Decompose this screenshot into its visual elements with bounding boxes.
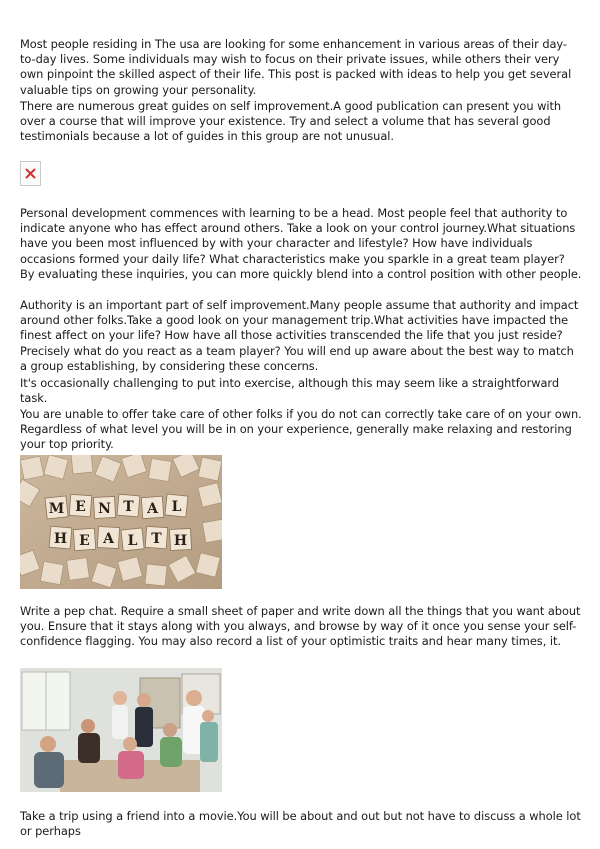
broken-image-placeholder <box>20 161 41 186</box>
paragraph-movie: Take a trip using a friend into a movie.You will be about and out but not have to discuss a whole lot or perhaps <box>20 809 581 839</box>
clinic-group-photo <box>20 668 222 792</box>
tile-letter: H <box>173 533 188 549</box>
paragraph-guides: There are numerous great guides on self improvement.A good publication can present you with over a course that will improve your existence. Try and select a volume that has several good testimonials because a lot of guides in this group are not unusual. <box>20 99 562 144</box>
broken-image-icon <box>25 168 36 179</box>
tile-letter: T <box>151 531 162 547</box>
tile-letter: M <box>48 501 65 517</box>
paragraph-leadership: Personal development commences with learning to be a head. Most people feel that authority to indicate anyone who has effect around others. Take a look on your control journey.What situations have you been most influenced by with your character and lifestyle? How have individuals occasions formed your daily life? What characteristics make you sparkle in a great team player? By evaluating these inquiries, you can more quickly blend into a control position with other people. <box>20 206 582 281</box>
paragraph-intro: Most people residing in The usa are looking for some enhancement in various areas of their day-to-day lives. Some individuals may wish to focus on their private issues, while others their very own pinpoint the skilled aspect of their life. This post is packed with ideas to help you get several valuable tips on growing your personality. <box>20 37 572 97</box>
tile-letter: L <box>127 533 138 549</box>
paragraph-challenge: It's occasionally challenging to put into exercise, although this may seem like a straightforward task. <box>20 376 560 406</box>
tile-letter: T <box>123 499 134 515</box>
tile-letter: A <box>147 501 158 517</box>
tile-letter: E <box>75 499 86 515</box>
tile-letter: E <box>79 533 90 549</box>
tile-letter: H <box>53 531 68 547</box>
mental-health-tiles-photo <box>20 455 222 589</box>
tile-letter: N <box>98 501 111 517</box>
tile-letter: L <box>171 499 182 515</box>
paragraph-authority: Authority is an important part of self improvement.Many people assume that authority and impact around other folks.Take a good look on your management trip.What activities have impacted the finest affect on your life? How have all those activities transcended the life that you just reside? Precisely what do you react as a team player? You will end up aware about the best way to match a group establishing, by considering these concerns. <box>20 298 579 373</box>
tile-letter: A <box>103 531 114 547</box>
paragraph-pep-talk: Write a pep chat. Require a small sheet of paper and write down all the things that you want about you. Ensure that it stays along with you always, and browse by way of it once you sense your self-confidence flagging. You may also record a list of your optimistic traits and hear many times, it. <box>20 604 581 649</box>
paragraph-self-care: You are unable to offer take care of other folks if you do not can correctly take care of on your own. Regardless of what level you will be in on your experience, generally make relaxing and restoring your top priority. <box>20 407 582 452</box>
